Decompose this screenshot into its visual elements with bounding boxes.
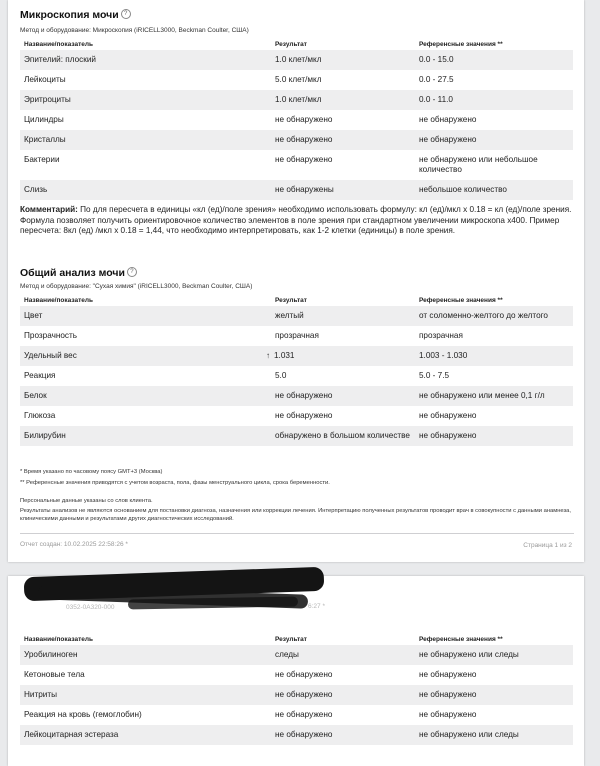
col-header-ref: Референсные значения ** — [419, 636, 503, 643]
row-result — [271, 326, 415, 346]
row-name: Цвет — [20, 306, 271, 326]
row-reference: не обнаружено или небольшое количество — [415, 150, 573, 180]
row-result-value: не обнаружено — [275, 135, 333, 144]
row-result-value: 1.0 клет/мкл — [275, 95, 322, 104]
row-result — [271, 366, 415, 386]
row-result-value: 1.031 — [274, 351, 295, 360]
row-result-value: не обнаружено — [275, 411, 333, 420]
col-header-ref: Референсные значения ** — [419, 297, 503, 304]
row-reference: не обнаружено или менее 0,1 г/л — [415, 386, 573, 406]
table-row — [20, 426, 573, 446]
row-result — [271, 665, 415, 685]
row-result-value: 1.0 клет/мкл — [275, 55, 322, 64]
table-row — [20, 130, 573, 150]
table-row — [20, 50, 573, 70]
row-result — [271, 406, 415, 426]
arrow-up-icon: ↑ — [266, 351, 270, 360]
row-result — [271, 426, 415, 446]
footer-divider — [20, 533, 574, 534]
row-name: Бактерии — [20, 150, 271, 180]
col-header-name: Название/показатель — [24, 297, 94, 304]
table-row — [20, 406, 573, 426]
row-reference: не обнаружено — [415, 705, 573, 725]
row-result — [271, 685, 415, 705]
footnote-time: * Время указано по часовому поясу GMT+3 (Москва) — [20, 469, 163, 475]
row-reference: 5.0 - 7.5 — [415, 366, 573, 386]
row-name: Кетоновые тела — [20, 665, 271, 685]
help-icon[interactable]: ? — [121, 9, 131, 19]
col-header-result: Результат — [275, 41, 307, 48]
table-row — [20, 326, 573, 346]
row-name: Эритроциты — [20, 90, 271, 110]
row-result-value: не обнаружены — [275, 185, 334, 194]
row-name: Слизь — [20, 180, 271, 200]
row-name: Эпителий: плоский — [20, 50, 271, 70]
row-name: Цилиндры — [20, 110, 271, 130]
comment-block — [20, 205, 572, 237]
row-result-value: не обнаружено — [275, 710, 333, 719]
row-result-value: желтый — [275, 311, 304, 320]
row-reference: прозрачная — [415, 326, 573, 346]
row-result — [271, 150, 415, 180]
row-result-value: не обнаружено — [275, 670, 333, 679]
row-name: Реакция на кровь (гемоглобин) — [20, 705, 271, 725]
row-result — [271, 705, 415, 725]
table-row — [20, 386, 573, 406]
redaction-mark — [128, 597, 298, 610]
row-reference: не обнаружено — [415, 110, 573, 130]
table-row — [20, 346, 573, 366]
row-result-value: не обнаружено — [275, 690, 333, 699]
row-result-value: не обнаружено — [275, 730, 333, 739]
row-result-value: 5.0 — [275, 371, 287, 380]
table-row — [20, 705, 573, 725]
row-result — [271, 110, 415, 130]
microscopy-method: Метод и оборудование: Микроскопия (iRICELL3000, Beckman Coulter, США) — [20, 27, 249, 34]
table-row — [20, 725, 573, 745]
row-reference: 1.003 - 1.030 — [415, 346, 573, 366]
table-row — [20, 70, 573, 90]
row-name: Лейкоциты — [20, 70, 271, 90]
row-name: Билирубин — [20, 426, 271, 446]
row-name: Кристаллы — [20, 130, 271, 150]
report-page-1 — [8, 0, 584, 562]
microscopy-title-text: Микроскопия мочи — [20, 9, 119, 21]
row-reference: 0.0 - 15.0 — [415, 50, 573, 70]
row-result — [271, 180, 415, 200]
microscopy-table — [20, 39, 573, 200]
row-name: Реакция — [20, 366, 271, 386]
table-row — [20, 110, 573, 130]
row-result-value: не обнаружено — [275, 155, 333, 164]
row-result — [271, 130, 415, 150]
row-reference: не обнаружено — [415, 665, 573, 685]
general-analysis-title — [20, 267, 137, 279]
general-table — [20, 295, 573, 446]
row-reference: 0.0 - 27.5 — [415, 70, 573, 90]
row-reference: небольшое количество — [415, 180, 573, 200]
comment-label: Комментарий: — [20, 205, 78, 214]
col-header-result: Результат — [275, 297, 307, 304]
row-name: Нитриты — [20, 685, 271, 705]
faint-header-tail: 6:27 * — [308, 603, 325, 610]
col-header-ref: Референсные значения ** — [419, 41, 503, 48]
row-result — [266, 346, 415, 366]
table-row — [20, 90, 573, 110]
row-result-value: следы — [275, 650, 299, 659]
row-result-value: 5.0 клет/мкл — [275, 75, 322, 84]
disclaimer: Результаты анализов не являются основанием для постановки диагноза, назначения или коррекции лечения. Интерпретацию полученных результатов проводит врач в совокупности с данными анамнеза, клиническими данными и результатами других диагностических исследований. — [20, 508, 572, 522]
microscopy-title — [20, 9, 131, 21]
row-result-value: не обнаружено — [275, 115, 333, 124]
personal-data-note: Персональные данные указаны со слов клиента. — [20, 498, 153, 504]
table-row — [20, 306, 573, 326]
row-name: Лейкоцитарная эстераза — [20, 725, 271, 745]
row-result — [271, 725, 415, 745]
row-reference: от соломенно-желтого до желтого — [415, 306, 573, 326]
row-result-value: не обнаружено — [275, 391, 333, 400]
table-row — [20, 685, 573, 705]
col-header-name: Название/показатель — [24, 636, 94, 643]
col-header-name: Название/показатель — [24, 41, 94, 48]
row-result — [271, 645, 415, 665]
table-row — [20, 645, 573, 665]
row-reference: не обнаружено — [415, 406, 573, 426]
row-reference: не обнаружено — [415, 426, 573, 446]
report-page-2 — [8, 576, 584, 766]
col-header-result: Результат — [275, 636, 307, 643]
row-result-value: обнаружено в большом количестве — [275, 431, 410, 440]
row-result — [271, 306, 415, 326]
page2-table — [20, 634, 573, 745]
faint-header-text: 0352-0A320-000 — [66, 604, 115, 611]
row-name: Глюкоза — [20, 406, 271, 426]
page-number: Страница 1 из 2 — [523, 542, 572, 549]
row-reference: 0.0 - 11.0 — [415, 90, 573, 110]
row-result — [271, 90, 415, 110]
row-result-value: прозрачная — [275, 331, 319, 340]
row-result — [271, 50, 415, 70]
row-name: Удельный вес — [20, 346, 271, 366]
row-result — [271, 70, 415, 90]
report-created: Отчет создан: 10.02.2025 22:58:26 * — [20, 541, 128, 548]
row-reference: не обнаружено или следы — [415, 725, 573, 745]
row-reference: не обнаружено — [415, 685, 573, 705]
footnote-refs: ** Референсные значения приводятся с учетом возраста, пола, фазы менструального цикла, срока беременности. — [20, 480, 330, 486]
general-method: Метод и оборудование: "Сухая химия" (iRICELL3000, Beckman Coulter, США) — [20, 283, 253, 290]
table-row — [20, 180, 573, 200]
row-reference: не обнаружено или следы — [415, 645, 573, 665]
comment-text: По для пересчета в единицы «кл (ед)/поле зрения» необходимо использовать формулу: кл (ед)/мкл x 0.18 = кл (ед)/поле зрения. Формула позволяет получить ориентировочное количество элементов в поле зрения при стандартном увеличении микроскопа x400. Пример пересчета: 8кл (ед) /мкл x 0.18 = 1,44, что необходимо интерпретировать, как 1-2 клетки (единицы) в поле зрения. — [20, 205, 572, 236]
general-title-text: Общий анализ мочи — [20, 267, 125, 279]
help-icon[interactable]: ? — [127, 267, 137, 277]
row-name: Уробилиноген — [20, 645, 271, 665]
row-reference: не обнаружено — [415, 130, 573, 150]
row-name: Белок — [20, 386, 271, 406]
row-name: Прозрачность — [20, 326, 271, 346]
table-row — [20, 665, 573, 685]
table-row — [20, 150, 573, 180]
row-result — [271, 386, 415, 406]
table-row — [20, 366, 573, 386]
